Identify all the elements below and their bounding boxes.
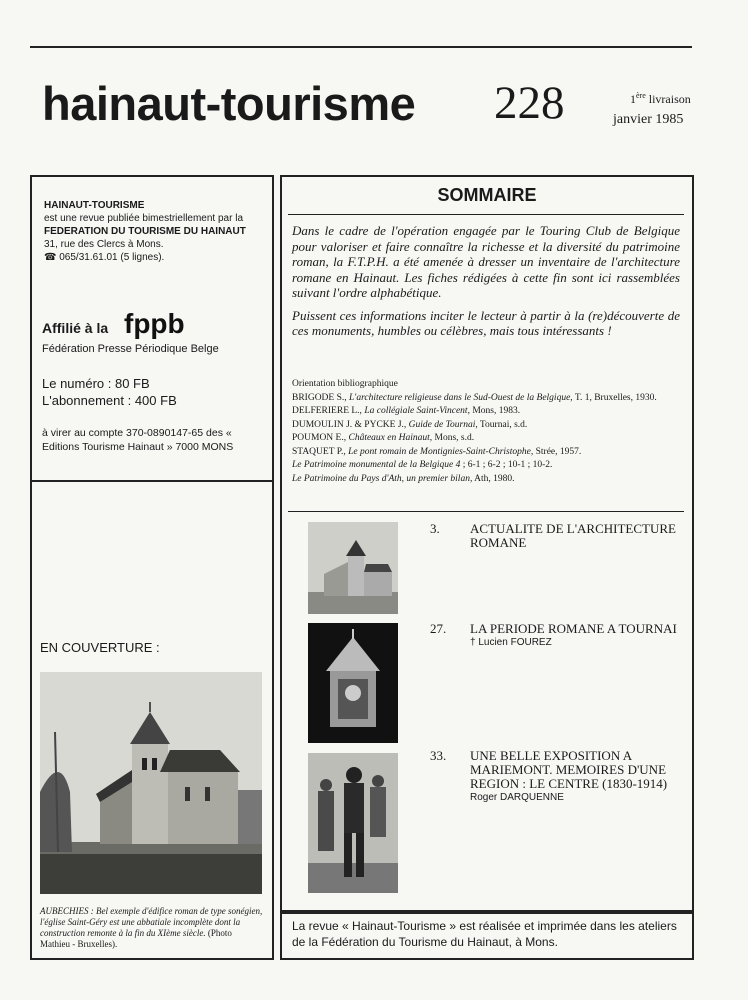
thumb-reliquary-photo <box>308 623 398 743</box>
sommaire-box <box>280 175 694 912</box>
sommaire-title: SOMMAIRE <box>437 185 537 205</box>
biblio-details: , Tournai, s.d. <box>475 419 528 430</box>
issue-number: 228 <box>494 77 565 129</box>
photo-credit: (Photo Mathieu - Bruxelles). <box>40 928 232 949</box>
federation-name: FEDERATION DU TOURISME DU HAINAUT <box>44 226 246 237</box>
sommaire-intro <box>292 223 680 346</box>
fppb-name: Fédération Presse Périodique Belge <box>42 343 219 355</box>
toc-author: † Lucien FOUREZ <box>470 637 552 648</box>
livraison-sup: ère <box>636 91 646 100</box>
biblio-author: BRIGODE S., <box>292 392 350 403</box>
publisher-box <box>30 175 274 482</box>
biblio-details: ; 6-1 ; 6-2 ; 10-1 ; 10-2. <box>460 460 553 470</box>
cover-photo-church <box>40 672 262 894</box>
biblio-details: , T. 1, Bruxelles, 1930. <box>570 392 657 403</box>
bibliography-item <box>292 459 682 473</box>
toc-title-block <box>470 622 690 650</box>
biblio-title: Châteaux en Hainaut <box>348 433 430 443</box>
toc-entry <box>430 748 668 803</box>
price-subscription: L'abonnement : 400 FB <box>42 393 177 408</box>
intro-paragraph-1: Dans le cadre de l'opération engagée par le Touring Club de Belgique pour valoriser et faire connaître la richesse et la diversité du patrimoine roman, la F.T.P.H. a été amenée à dresser un inventaire de l'architecture romane en Hainaut. Les fiches rédigées à cette fin sont ici rassemblées suivant l'ordre alphabétique. <box>292 223 680 300</box>
livraison <box>630 91 691 107</box>
toc-title: LA PERIODE ROMANE A TOURNAI <box>470 621 677 636</box>
fppb-logo <box>122 307 188 339</box>
biblio-details: , Ath, 1980. <box>469 473 515 484</box>
toc-page-number: 27. <box>430 621 447 636</box>
biblio-title: Guide de Tournai <box>408 419 476 430</box>
sommaire-rule-2 <box>288 511 684 512</box>
biblio-author: DELFERIERE L., <box>292 406 365 416</box>
biblio-title: Le Patrimoine du Pays d'Ath, un premier bilan <box>292 473 470 484</box>
account-info: à virer au compte 370-0890147-65 des « Editions Tourisme Hainaut » 7000 MONS <box>42 427 234 453</box>
publisher-phone: ☎ 065/31.61.01 (5 lignes). <box>44 252 165 263</box>
toc-title: UNE BELLE EXPOSITION A MARIEMONT. MEMOIRES D'UNE REGION : LE CENTRE (1830-1914) <box>470 748 668 791</box>
toc-title: ACTUALITE DE L'ARCHITECTURE ROMANE <box>470 521 676 550</box>
bibliography-item <box>292 392 682 406</box>
price-issue: Le numéro : 80 FB <box>42 376 150 391</box>
footer-note: La revue « Hainaut-Tourisme » est réalisée et imprimée dans les ateliers de la Fédération du Tourisme du Hainaut, à Mons. <box>292 919 677 949</box>
bibliography-title: Orientation bibliographique <box>292 379 398 389</box>
publisher-line: est une revue publiée bimestriellement par la <box>44 213 243 224</box>
publisher-address: 31, rue des Clercs à Mons. <box>44 239 164 250</box>
biblio-author: DUMOULIN J. & PYCKE J., <box>292 419 409 430</box>
top-rule <box>30 46 692 48</box>
footer-note-box <box>280 912 694 960</box>
bibliography-item <box>292 473 682 487</box>
biblio-title: Le pont romain de Montignies-Saint-Christophe <box>348 446 531 457</box>
bibliography-item <box>292 446 682 460</box>
biblio-details: , Mons, 1983. <box>467 406 521 416</box>
intro-paragraph-2: Puissent ces informations inciter le lecteur à partir à la (re)découverte de ces monuments, humbles ou célèbres, mais tous intéressants ! <box>292 307 680 338</box>
cover-caption <box>40 906 264 950</box>
toc-title-block <box>470 522 690 550</box>
cover-box <box>30 480 274 960</box>
toc-author: Roger DARQUENNE <box>470 792 564 803</box>
toc-page-number: 3. <box>430 521 440 536</box>
cover-caption-text: AUBECHIES : Bel exemple d'édifice roman de type sonégien, l'église Saint-Géry est une abbatiale incomplète dont la construction remonte à la fin du XIème siècle. <box>40 906 263 938</box>
bibliography <box>292 378 682 486</box>
bibliography-item <box>292 432 682 446</box>
masthead: hainaut-tourisme <box>42 77 416 130</box>
biblio-author: POUMON E., <box>292 433 349 443</box>
toc-entry <box>430 621 677 648</box>
biblio-title: L'architecture religieuse dans le Sud-Ouest de la Belgique <box>349 392 571 403</box>
biblio-details: , Strée, 1957. <box>530 446 582 457</box>
svg-text:fppb: fppb <box>124 308 185 339</box>
toc-entry <box>430 521 676 550</box>
bibliography-item <box>292 419 682 433</box>
prices <box>42 375 177 409</box>
toc-page-number: 33. <box>430 748 447 763</box>
publisher-info <box>44 199 266 264</box>
sommaire-rule <box>288 214 684 215</box>
thumb-church-photo <box>308 522 398 614</box>
biblio-details: , Mons, s.d. <box>429 433 475 443</box>
thumb-workers-photo <box>308 753 398 893</box>
issue-date: janvier 1985 <box>613 112 684 127</box>
toc-title-block <box>470 749 690 805</box>
cover-title: EN COUVERTURE : <box>40 640 160 655</box>
livraison-word: livraison <box>645 92 691 106</box>
biblio-title: La collégiale Saint-Vincent <box>364 406 468 416</box>
biblio-title: Le Patrimoine monumental de la Belgique 4 <box>292 460 461 470</box>
biblio-author: STAQUET P., <box>292 446 349 457</box>
livraison-number: 1 <box>630 92 636 106</box>
affiliation-label: Affilié à la <box>42 320 109 336</box>
publisher-name: HAINAUT-TOURISME <box>44 200 145 211</box>
bibliography-item <box>292 405 682 419</box>
